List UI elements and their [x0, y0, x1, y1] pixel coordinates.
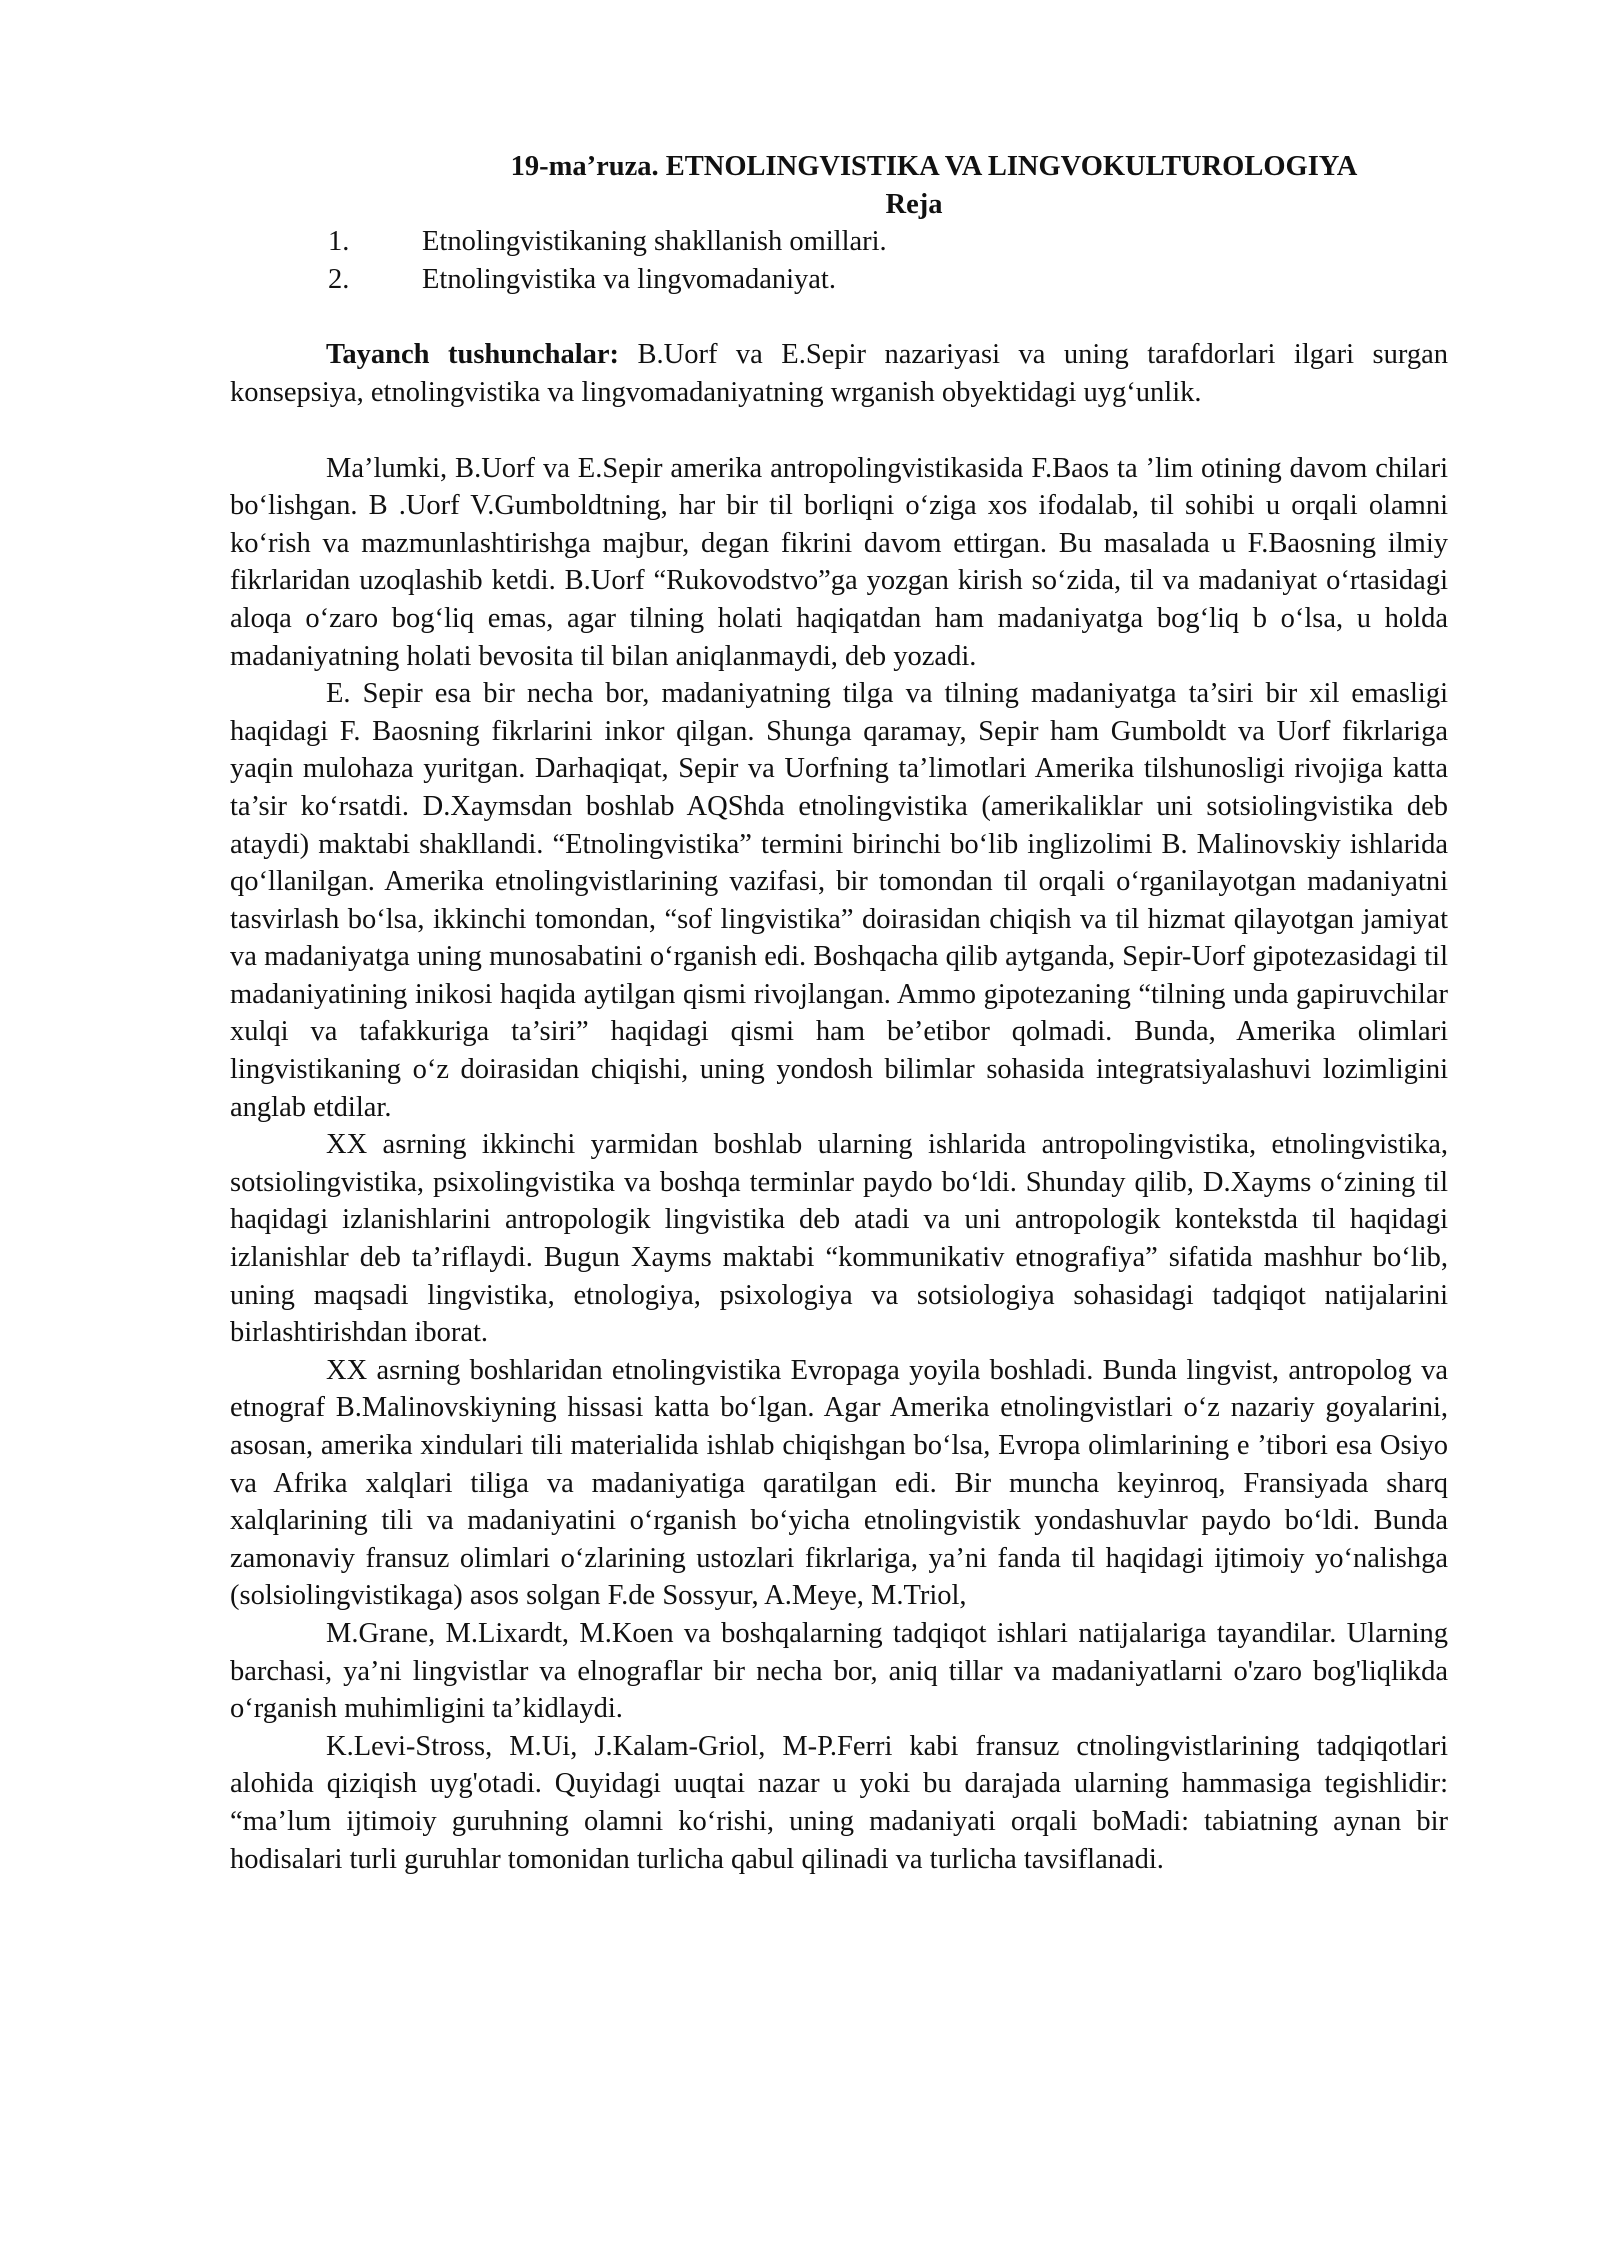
plan-item-number: 1.	[328, 226, 350, 258]
body-paragraph: XX asrning boshlaridan etnolingvistika Evropaga yoyila boshladi. Bunda lingvist, antropolog va etnograf B.Malinovskiyning hissasi katta bo‘lgan. Agar Amerika etnolingvistlari o‘z nazariy goyalarini, asosan, amerika xindulari tili materialida ishlab chiqishgan bo‘lsa, Evropa olimlarining e ’tibori esa Osiyo va Afrika xalqlari tiliga va madaniyatiga qaratilgan edi. Bir muncha keyinroq, Fransiyada sharq xalqlarining tili va madaniyatini o‘rganish bo‘yicha etnolingvistik yondashuvlar paydo bo‘ldi. Bunda zamonaviy fransuz olimlari o‘zlarining ustozlari fikrlariga, ya’ni fanda til haqidagi ijtimoiy yo‘nalishga (solsiolingvistikaga) asos solgan F.de Sossyur, A.Meye, M.Triol,	[230, 1354, 1448, 1612]
plan-item	[230, 223, 1448, 261]
document-page	[230, 148, 1448, 1878]
keywords-label: Tayanch tushunchalar:	[326, 339, 620, 371]
body-text	[230, 450, 1448, 1879]
body-paragraph: Ma’lumki, B.Uorf va E.Sepir amerika antropolingvistikasida F.Baos ta ’lim otining davom chilari bo‘lishgan. B .Uorf V.Gumboldtning, har bir til borliqni o‘ziga xos ifodalab, til sohibi u orqali olamni ko‘rish va mazmunlashtirishga majbur, degan fikrini davom ettirgan. Bu masalada u F.Baosning ilmiy fikrlaridan uzoqlashib ketdi. B.Uorf “Rukovodstvo”ga yozgan kirish so‘zida, til va madaniyat o‘rtasidagi aloqa o‘zaro bog‘liq emas, agar tilning holati haqiqatdan ham madaniyatga bog‘liq b o‘lsa, u holda madaniyatning holati bevosita til bilan aniqlanmaydi, deb yozadi.	[230, 452, 1448, 672]
plan-item-text: Etnolingvistikaning shakllanish omillari.	[422, 226, 887, 258]
body-paragraph: K.Levi-Stross, M.Ui, J.Kalam-Griol, M-P.Ferri kabi fransuz ctnolingvistlarining tadqiqotlari alohida qiziqish uyg'otadi. Quyidagi uuqtai nazar u yoki bu darajada ularning hammasiga tegishlidir: “ma’lum ijtimoiy guruhning olamni ko‘rishi, uning madaniyati orqali boMadi: tabiatning aynan bir hodisalari turli guruhlar tomonidan turlicha qabul qilinadi va turlicha tavsiflanadi.	[230, 1730, 1448, 1875]
body-paragraph: XX asrning ikkinchi yarmidan boshlab ularning ishlarida antropolingvistika, etnolingvistika, sotsiolingvistika, psixolingvistika va boshqa terminlar paydo bo‘ldi. Shunday qilib, D.Xayms o‘zining til haqidagi izlanishlarini antropologik lingvistika deb atadi va uni antropologik kontekstda til haqidagi izlanishlar deb ta’riflaydi. Bugun Xayms maktabi “kommunikativ etnografiya” sifatida mashhur bo‘lib, uning maqsadi lingvistika, etnologiya, psixologiya va sotsiologiya sohasidagi tadqiqot natijalarini birlashtirishdan iborat.	[230, 1129, 1448, 1349]
plan-item-text: Etnolingvistika va lingvomadaniyat.	[422, 263, 836, 295]
keywords-paragraph	[230, 336, 1448, 411]
lecture-title: 19-ma’ruza. ETNOLINGVISTIKA VA LINGVOKULTUROLOGIYA	[510, 151, 1358, 182]
plan-heading: Reja	[885, 188, 943, 220]
plan-item	[230, 261, 1448, 299]
plan-item-number: 2.	[328, 263, 350, 295]
body-paragraph: E. Sepir esa bir necha bor, madaniyatning tilga va tilning madaniyatga ta’siri bir xil emasligi haqidagi F. Baosning fikrlarini inkor qilgan. Shunga qaramay, Sepir ham Gumboldt va Uorf fikrlariga yaqin mulohaza yuritgan. Darhaqiqat, Sepir va Uorfning ta’limotlari Amerika tilshunosligi rivojiga katta ta’sir ko‘rsatdi. D.Xaymsdan boshlab AQShda etnolingvistika (amerikaliklar uni sotsiolingvistika deb ataydi) maktabi shakllandi. “Etnolingvistika” termini birinchi bo‘lib inglizolimi B. Malinovskiy ishlarida qo‘llanilgan. Amerika etnolingvistlarining vazifasi, bir tomondan til orqali o‘rganilayotgan madaniyatni tasvirlash bo‘lsa, ikkinchi tomondan, “sof lingvistika” doirasidan chiqish va til hizmat qilayotgan jamiyat va madaniyatga uning munosabatini o‘rganish edi. Boshqacha qilib aytganda, Sepir-Uorf gipotezasidagi til madaniyatining inikosi haqida aytilgan qismi rivojlangan. Ammo gipotezaning “tilning unda gapiruvchilar xulqi va tafakkuriga ta’siri” haqidagi qismi ham be’etibor qolmadi. Bunda, Amerika olimlari lingvistikaning o‘z doirasidan chiqishi, uning yondosh bilimlar sohasida integratsiyalashuvi lozimligini anglab etdilar.	[230, 678, 1448, 1123]
keywords-text: B.Uorf va E.Sepir nazariyasi va uning tarafdorlari ilgari surgan konsepsiya, etnolingvistika va lingvomadaniyatning wrganish obyektidagi uyg‘unlik.	[230, 339, 1448, 408]
plan-list	[230, 223, 1448, 298]
body-paragraph: M.Grane, M.Lixardt, M.Koen va boshqalarning tadqiqot ishlari natijalariga tayandilar. Ularning barchasi, ya’ni lingvistlar va elnograflar bir necha bor, aniq tillar va madaniyatlarni o'zaro bog'liqlikda o‘rganish muhimligini ta’kidlaydi.	[230, 1617, 1448, 1725]
